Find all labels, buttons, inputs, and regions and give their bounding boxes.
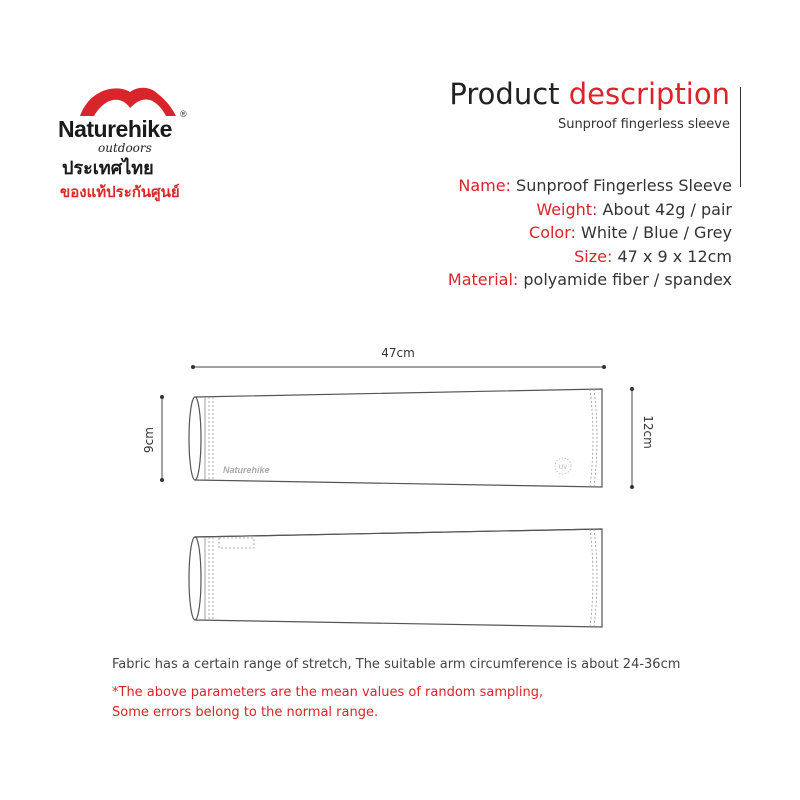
disclaimer-note <box>112 683 543 723</box>
wide-dimension <box>630 387 655 489</box>
narrow-dimension <box>142 395 164 482</box>
length-dimension <box>191 346 606 369</box>
logo-brand-name: Naturehike <box>58 116 172 142</box>
page-subtitle: Sunproof fingerless sleeve <box>557 117 730 132</box>
length-label: 47cm <box>381 346 415 360</box>
wide-label: 12cm <box>641 415 655 449</box>
registered-mark: ® <box>180 109 187 119</box>
spec-label: Name: <box>458 176 511 195</box>
spec-label: Material: <box>447 270 519 289</box>
spec-row-material <box>448 268 732 292</box>
spec-value: 47 x 9 x 12cm <box>617 246 732 266</box>
spec-row-size <box>448 245 732 269</box>
stretch-note: Fabric has a certain range of stretch, The suitable arm circumference is about 24-36cm <box>112 657 681 672</box>
logo-thai-country: ประเทศไทย <box>62 158 154 179</box>
logo-thai-authentic: ของแท้ประกันศูนย์ <box>60 183 180 201</box>
logo-tagline: outdoors <box>98 141 152 155</box>
spec-label: Weight: <box>536 199 598 219</box>
spec-value: About 42g / pair <box>602 199 732 219</box>
spec-list <box>448 174 732 292</box>
spec-row-weight <box>448 198 732 222</box>
narrow-label: 9cm <box>142 427 156 453</box>
uv-badge-label: UV <box>558 464 568 471</box>
title-part-2: description <box>568 77 730 111</box>
sleeve-brand-print: Naturehike <box>223 465 270 475</box>
spec-row-name <box>448 174 732 198</box>
header-divider <box>740 87 741 187</box>
spec-row-color <box>448 221 732 245</box>
spec-label: Size: <box>574 246 613 266</box>
title-part-1: Product <box>449 77 560 111</box>
spec-label: Color: <box>529 223 576 242</box>
sleeve-dimension-diagram <box>0 330 800 660</box>
spec-value: Sunproof Fingerless Sleeve <box>516 176 732 195</box>
spec-value: White / Blue / Grey <box>581 223 732 242</box>
sleeve-front-view <box>189 389 602 487</box>
spec-value: polyamide fiber / spandex <box>523 270 732 289</box>
disclaimer-line-2: Some errors belong to the normal range. <box>112 705 379 720</box>
sleeve-side-view <box>189 529 602 627</box>
disclaimer-line-1: *The above parameters are the mean values of random sampling, <box>112 685 544 700</box>
page-title <box>449 77 730 111</box>
